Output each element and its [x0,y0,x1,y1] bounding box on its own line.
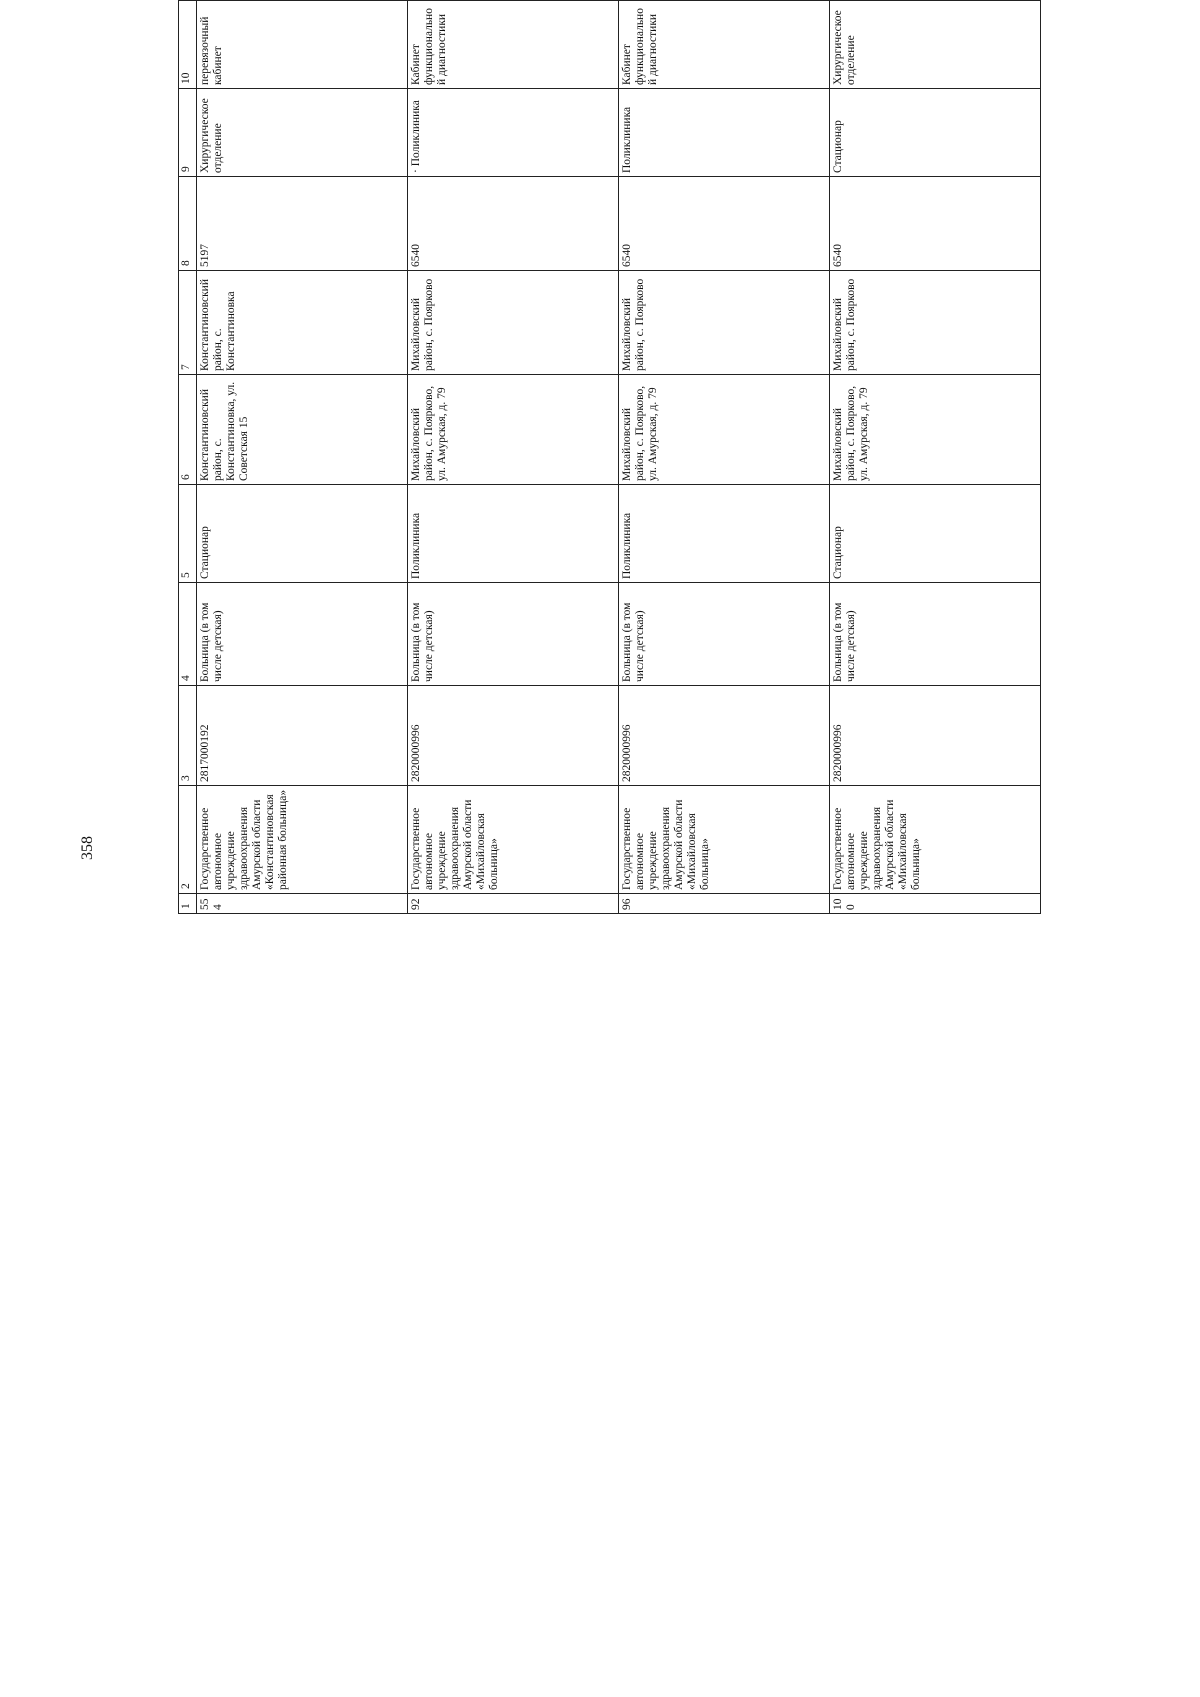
cell-number: 96 [619,894,830,914]
table-row [619,0,830,914]
cell-care-mode [619,0,830,1]
cell-subdivision-type: Поликлиника [619,485,830,583]
header-cell: 4 [179,583,197,686]
cell-org-type: Больница (в том числе детская) [619,583,830,686]
cell-locality: Михайловский район, с. Поярково [408,271,619,375]
cell-organization: Государственное автономное учреждение здравоохранения Амурской области «Михайловская больница» [619,786,830,894]
cell-care-mode [408,0,619,1]
cell-inn: 2817000192 [197,686,408,786]
cell-address: Михайловский район, с. Поярково, ул. Амурская, д. 79 [830,375,1041,485]
cell-locality: Михайловский район, с. Поярково [830,271,1041,375]
cell-care-mode [830,0,1041,1]
cell-address: Михайловский район, с. Поярково, ул. Амурская, д. 79 [619,375,830,485]
cell-population: 6540 [830,177,1041,271]
cell-organization: Государственное автономное учреждение здравоохранения Амурской области «Михайловская больница» [408,786,619,894]
cell-address: Михайловский район, с. Поярково, ул. Амурская, д. 79 [408,375,619,485]
cell-org-type: Больница (в том числе детская) [408,583,619,686]
header-cell: 8 [179,177,197,271]
table-row [197,0,408,914]
cell-room: Кабинет функциональной диагностики [408,1,619,89]
cell-inn: 2820000996 [830,686,1041,786]
page-number: 358 [79,836,96,860]
cell-subdivision-type: Стационар [830,485,1041,583]
cell-inn: 2820000996 [619,686,830,786]
cell-number: 100 [830,894,1041,914]
header-cell: 9 [179,89,197,177]
cell-care-mode [197,0,408,1]
table-row [408,0,619,914]
cell-room: перевязочный кабинет [197,1,408,89]
header-cell: 7 [179,271,197,375]
cell-organization: Государственное автономное учреждение здравоохранения Амурской области «Константиновская районная больница» [197,786,408,894]
cell-population: 6540 [408,177,619,271]
header-cell: 2 [179,786,197,894]
cell-number: 92 [408,894,619,914]
cell-locality: Михайловский район, с. Поярково [619,271,830,375]
cell-room: Хирургическое отделение [830,1,1041,89]
cell-inn: 2820000996 [408,686,619,786]
header-cell: 1 [179,894,197,914]
cell-subdivision-type: Стационар [197,485,408,583]
header-row [179,0,197,914]
cell-locality: Константиновский район, с. Константиновка [197,271,408,375]
rotated-table-container [178,8,1040,1644]
cell-room: Кабинет функциональной диагностики [619,1,830,89]
cell-population: 6540 [619,177,830,271]
cell-unit: Поликлиника [619,89,830,177]
table-row [830,0,1041,914]
header-cell: 6 [179,375,197,485]
cell-unit: Стационар [830,89,1041,177]
cell-org-type: Больница (в том числе детская) [830,583,1041,686]
cell-address: Константиновский район, с. Константиновка, ул. Советская 15 [197,375,408,485]
equipment-table [178,0,1041,914]
cell-population: 5197 [197,177,408,271]
cell-unit: Хирургическое отделение [197,89,408,177]
cell-number: 554 [197,894,408,914]
header-cell: 5 [179,485,197,583]
cell-unit: · Поликлиника [408,89,619,177]
header-cell [179,0,197,1]
header-cell: 3 [179,686,197,786]
cell-subdivision-type: Поликлиника [408,485,619,583]
cell-organization: Государственное автономное учреждение здравоохранения Амурской области «Михайловская больница» [830,786,1041,894]
header-cell: 10 [179,1,197,89]
cell-org-type: Больница (в том числе детская) [197,583,408,686]
